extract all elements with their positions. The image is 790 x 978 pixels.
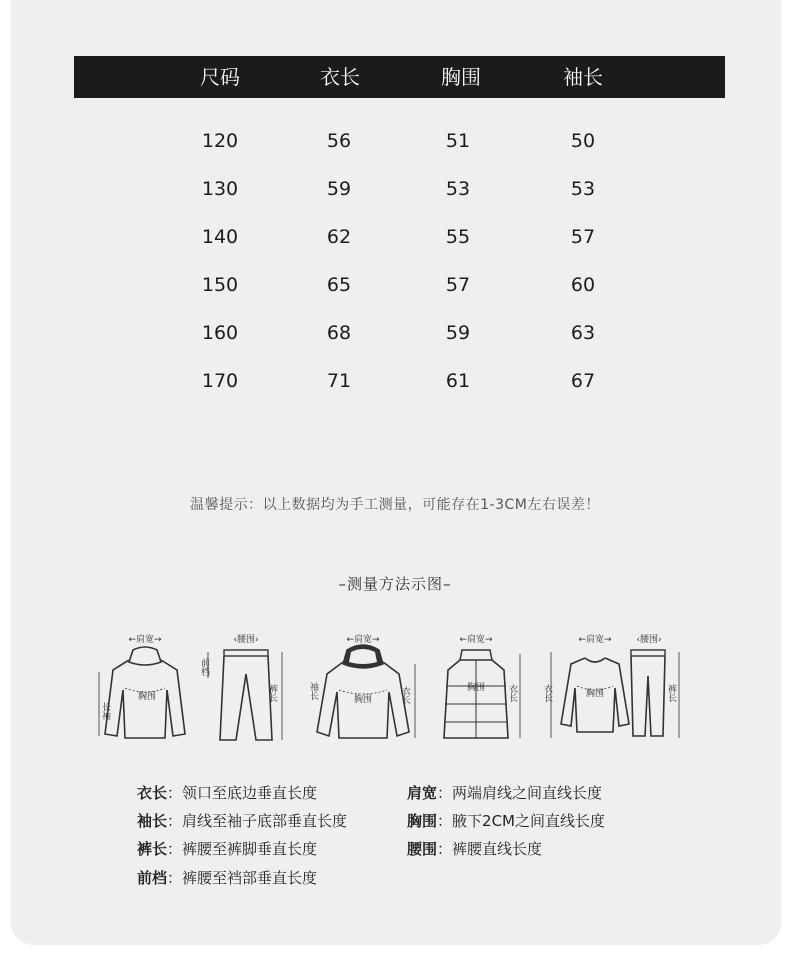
table-cell: 71 — [326, 370, 352, 392]
legend-term: 袖长 — [137, 812, 168, 830]
pants-length-label: 裤长 — [666, 684, 676, 702]
legend-term: 腰围 — [407, 840, 438, 858]
table-cell: 53 — [570, 178, 596, 200]
size-table-header — [74, 56, 725, 98]
legend-separator: ： — [167, 869, 183, 887]
chest-label: 胸围 — [137, 692, 157, 702]
legend-separator: ： — [167, 840, 183, 858]
legend-desc: 两端肩线之间直线长度 — [452, 784, 603, 802]
legend-item-shoulder — [407, 782, 602, 804]
chest-label: 胸围 — [466, 683, 486, 693]
legend-item-rise — [137, 867, 317, 889]
vest-diagram — [428, 628, 528, 746]
table-row — [0, 174, 790, 204]
table-cell: 50 — [570, 130, 596, 152]
legend-desc: 裤腰直线长度 — [452, 840, 543, 858]
pants-diagram — [199, 628, 292, 746]
table-cell: 62 — [326, 226, 352, 248]
legend-item-sleeve — [137, 810, 347, 832]
table-cell: 53 — [445, 178, 471, 200]
legend-separator: ： — [167, 784, 183, 802]
table-row — [0, 222, 790, 252]
sleeve-length-label: 袖长 — [308, 682, 318, 700]
sweatshirt-diagram — [542, 628, 637, 746]
table-cell: 51 — [445, 130, 471, 152]
table-cell: 170 — [201, 370, 239, 392]
measurement-method-title: –测量方法示图– — [338, 575, 452, 593]
legend-term: 衣长 — [137, 784, 168, 802]
jogger-diagram — [625, 628, 689, 746]
header-size: 尺码 — [200, 65, 240, 89]
length-label: 衣长 — [542, 684, 552, 702]
table-row — [0, 270, 790, 300]
shoulder-width-label: ←肩宽→ — [346, 635, 380, 645]
waist-label: ‹腰围› — [233, 635, 259, 645]
legend-desc: 肩线至袖子底部垂直长度 — [182, 812, 348, 830]
shoulder-width-label: ←肩宽→ — [459, 635, 493, 645]
table-cell: 68 — [326, 322, 352, 344]
length-label: 衣长 — [507, 684, 517, 702]
length-label: 衣长 — [400, 686, 410, 704]
table-cell: 61 — [445, 370, 471, 392]
legend-separator: ： — [167, 812, 183, 830]
header-sleeve: 袖长 — [563, 65, 603, 89]
table-cell: 57 — [445, 274, 471, 296]
legend-desc: 裤腰至裆部垂直长度 — [182, 869, 318, 887]
legend-desc: 裤腰至裤脚垂直长度 — [182, 840, 318, 858]
legend-item-waist — [407, 838, 542, 860]
table-cell: 67 — [570, 370, 596, 392]
table-cell: 65 — [326, 274, 352, 296]
sleeve-length-label: 长袖 — [100, 702, 110, 720]
table-cell: 160 — [201, 322, 239, 344]
header-chest: 胸围 — [441, 65, 481, 89]
hoodie-diagram — [95, 628, 195, 746]
legend-term: 裤长 — [137, 840, 168, 858]
table-cell: 59 — [326, 178, 352, 200]
table-row — [0, 126, 790, 156]
table-cell: 130 — [201, 178, 239, 200]
legend-separator: ： — [437, 840, 453, 858]
legend-item-length — [137, 782, 317, 804]
shoulder-width-label: ←肩宽→ — [128, 635, 162, 645]
measurement-tip: 温馨提示：以上数据均为手工测量，可能存在1-3CM左右误差！ — [190, 497, 600, 513]
table-cell: 60 — [570, 274, 596, 296]
header-length: 衣长 — [320, 65, 360, 89]
table-cell: 150 — [201, 274, 239, 296]
waist-label: ‹腰围› — [636, 635, 662, 645]
legend-desc: 腋下2CM之间直线长度 — [452, 812, 605, 830]
chest-label: 胸围 — [353, 695, 373, 705]
table-row — [0, 366, 790, 396]
table-cell: 59 — [445, 322, 471, 344]
table-cell: 57 — [570, 226, 596, 248]
pants-length-label: 裤长 — [267, 684, 277, 702]
legend-term: 肩宽 — [407, 784, 438, 802]
legend-separator: ： — [437, 784, 453, 802]
hooded-top-diagram — [307, 628, 419, 746]
table-cell: 120 — [201, 130, 239, 152]
table-cell: 56 — [326, 130, 352, 152]
table-cell: 140 — [201, 226, 239, 248]
table-cell: 55 — [445, 226, 471, 248]
legend-item-chest — [407, 810, 605, 832]
legend-desc: 领口至底边垂直长度 — [182, 784, 318, 802]
table-cell: 63 — [570, 322, 596, 344]
legend-separator: ： — [437, 812, 453, 830]
table-row — [0, 318, 790, 348]
legend-term: 胸围 — [407, 812, 438, 830]
chest-label: 胸围 — [585, 689, 605, 699]
shoulder-width-label: ←肩宽→ — [578, 635, 612, 645]
legend-term: 前档 — [137, 869, 168, 887]
legend-item-pants-length — [137, 838, 317, 860]
rise-label: 前档 — [199, 658, 209, 676]
